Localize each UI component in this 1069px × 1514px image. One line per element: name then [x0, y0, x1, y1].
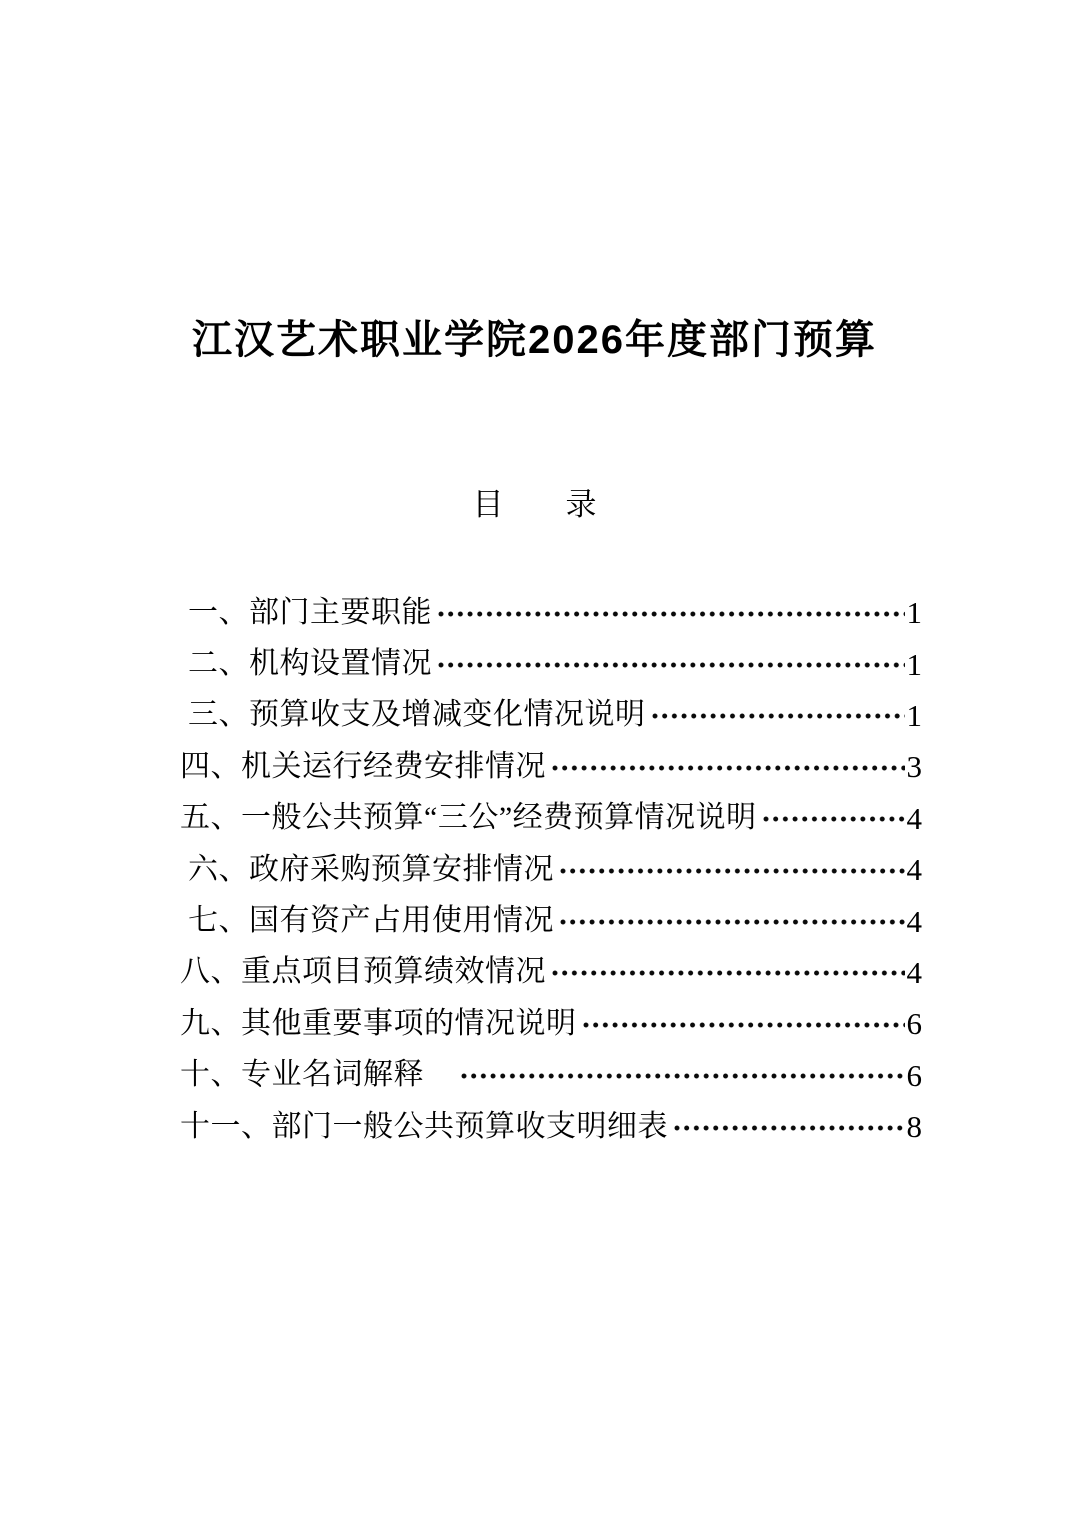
- toc-entry-page: 6: [906, 1057, 922, 1093]
- toc-entry-page: 4: [906, 800, 922, 836]
- toc-entry-page: 3: [906, 749, 922, 785]
- toc-leader-dots: [582, 1020, 905, 1030]
- toc-entry-page: 6: [906, 1006, 922, 1042]
- toc-entry: [180, 587, 922, 638]
- toc-leader-dots: [762, 814, 905, 824]
- document-title: 江汉艺术职业学院2026年度部门预算: [192, 318, 877, 362]
- toc-leader-dots: [551, 968, 905, 978]
- toc-leader-dots: [437, 609, 905, 619]
- toc-entry-label: 十、专业名词解释: [180, 1058, 455, 1092]
- toc-entry-label: 八、重点项目预算绩效情况: [180, 955, 546, 989]
- toc-leader-dots: [559, 866, 905, 876]
- toc-entry: [180, 741, 922, 792]
- toc-leader-dots: [437, 660, 905, 670]
- toc-entry-label: 六、政府采购预算安排情况: [188, 852, 554, 886]
- toc-entry: [180, 895, 922, 946]
- toc-entry-page: 4: [906, 903, 922, 939]
- toc-entry-page: 1: [906, 697, 922, 733]
- toc-entry-label: 七、国有资产占用使用情况: [188, 904, 554, 938]
- toc-leader-dots: [559, 917, 905, 927]
- toc-entry-page: 1: [906, 646, 922, 682]
- toc-entry-label: 九、其他重要事项的情况说明: [180, 1006, 577, 1040]
- toc-entry-label: 四、机关运行经费安排情况: [180, 749, 546, 783]
- toc-entry-page: 8: [906, 1109, 922, 1145]
- toc-entry: [180, 998, 922, 1049]
- toc-leader-dots: [673, 1123, 905, 1133]
- toc-leader-dots: [551, 763, 905, 773]
- toc-entry-page: 4: [906, 954, 922, 990]
- toc-entry: [180, 1050, 922, 1101]
- toc-entry-page: 4: [906, 852, 922, 888]
- toc-entry: [180, 1101, 922, 1152]
- toc-entry-label: 三、预算收支及增减变化情况说明: [188, 698, 646, 732]
- toc-leader-dots: [460, 1071, 905, 1081]
- toc-list: [180, 587, 922, 1152]
- toc-entry-label: 十一、部门一般公共预算收支明细表: [180, 1109, 668, 1143]
- toc-heading: 目 录: [472, 487, 597, 522]
- toc-entry-label: 五、一般公共预算“三公”经费预算情况说明: [180, 801, 757, 835]
- toc-entry: [180, 793, 922, 844]
- toc-entry: [180, 690, 922, 741]
- toc-entry: [180, 947, 922, 998]
- toc-entry: [180, 844, 922, 895]
- toc-entry-label: 二、机构设置情况: [188, 647, 432, 681]
- toc-leader-dots: [651, 711, 905, 721]
- toc-entry: [180, 638, 922, 689]
- toc-entry-page: 1: [906, 595, 922, 631]
- toc-entry-label: 一、部门主要职能: [188, 595, 432, 629]
